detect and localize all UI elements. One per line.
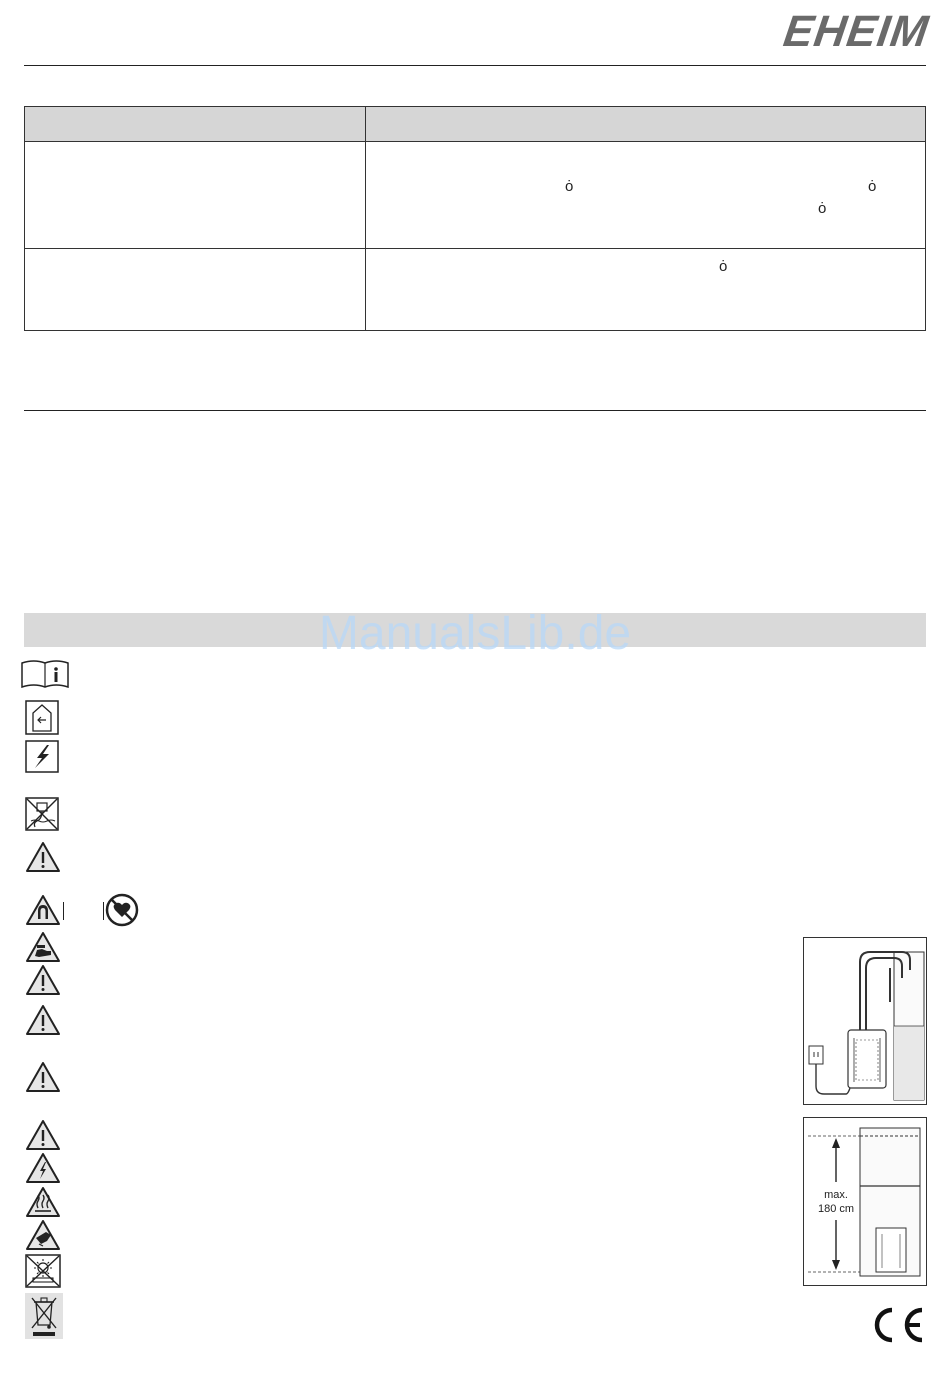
warning-icon	[25, 841, 61, 873]
installation-figure	[803, 937, 927, 1105]
weee-bin-icon	[25, 1293, 63, 1339]
height-value: 180 cm	[817, 1203, 855, 1215]
brand-logo: EHEIM	[780, 7, 932, 56]
warning-icon	[25, 1004, 61, 1036]
manual-info-icon	[20, 659, 70, 691]
indoor-use-icon	[25, 700, 59, 735]
hand-crush-warning-icon	[25, 931, 61, 963]
electric-shock-icon	[25, 740, 59, 773]
table-column-divider	[365, 107, 366, 330]
warning-icon	[25, 1061, 61, 1093]
table-symbol: ȯ	[818, 200, 827, 217]
hand-injury-icon	[25, 1219, 61, 1251]
watermark: ManualsLib.de	[318, 607, 632, 660]
magnet-warning-icon	[25, 894, 61, 926]
max-height-figure	[803, 1117, 927, 1286]
max-label: max.	[824, 1189, 848, 1201]
warning-icon	[25, 964, 61, 996]
icon-separator	[63, 902, 64, 920]
no-plug-in-water-icon	[25, 797, 59, 831]
hot-surface-icon	[25, 1186, 61, 1218]
pacemaker-prohibited-icon	[105, 893, 139, 927]
max-height-label	[806, 1188, 866, 1216]
table-row-divider	[25, 248, 925, 249]
high-voltage-icon	[25, 1152, 61, 1184]
no-sunlight-icon	[25, 1254, 61, 1288]
icon-separator	[103, 902, 104, 920]
table-symbol: ȯ	[719, 258, 728, 275]
header-rule	[24, 65, 926, 66]
table-symbol: ȯ	[868, 178, 877, 195]
table-symbol: ȯ	[565, 178, 574, 195]
section-rule	[24, 410, 926, 411]
table-header-row	[25, 107, 925, 142]
installation-drawing	[804, 938, 926, 1104]
ce-mark-icon	[866, 1304, 928, 1346]
troubleshooting-table	[24, 106, 926, 331]
warning-icon	[25, 1119, 61, 1151]
